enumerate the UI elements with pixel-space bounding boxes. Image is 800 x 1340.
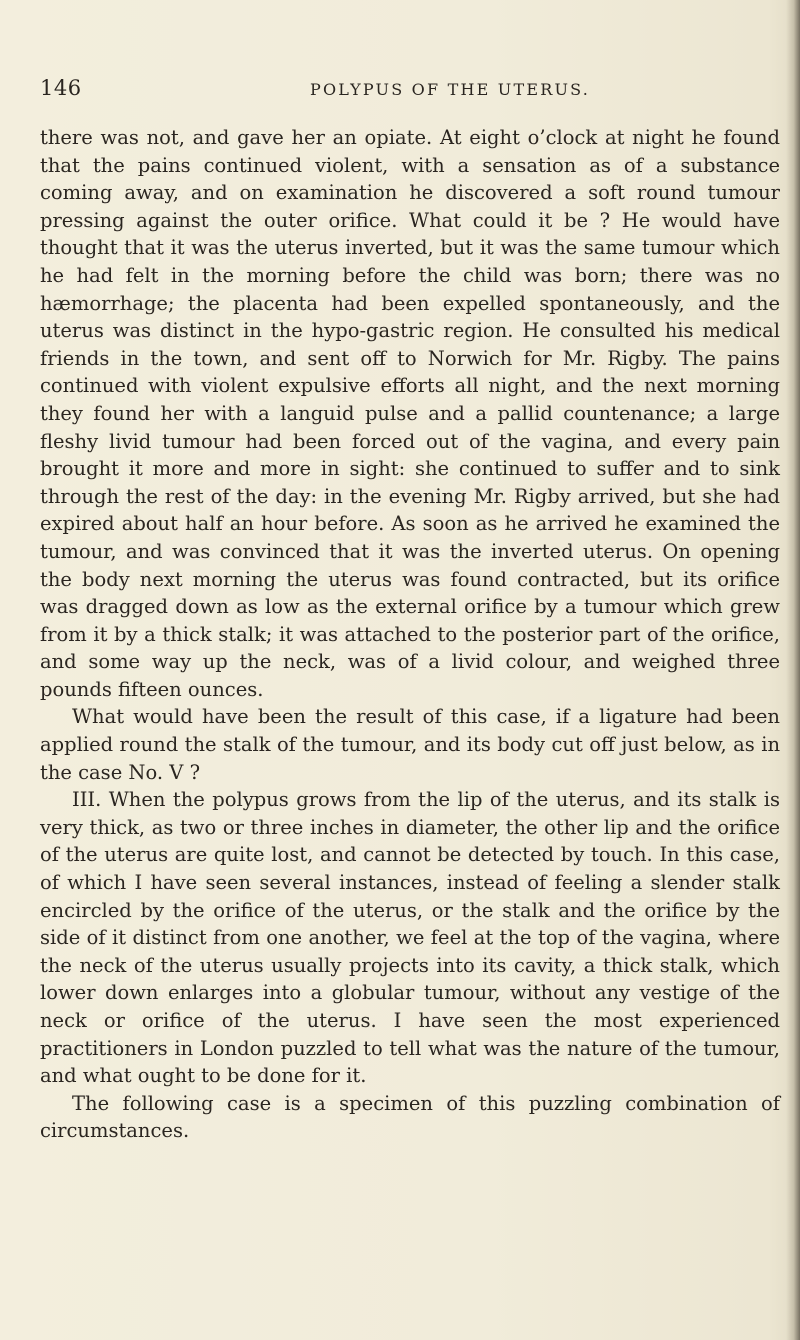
paragraph-section-iii: III. When the polypus grows from the lip of the uterus, and its stalk is very thick, as two or three inches in diameter, the other lip and the orifice of the uterus are quite lost, and cannot be detected by touch. In this case, of which I have seen several instances, instead of feeling a slender stalk encircled by the orifice of the uterus, or the stalk and the orifice by the side of it distinct from one another, we feel at the top of the vagina, where the neck of the uterus usually projects into its cavity, a thick stalk, which lower down enlarges into a globular tumour, without any vestige of the neck or orifice of the uterus. I have seen the most experienced practitioners in London puzzled to tell what was the nature of the tumour, and what ought to be done for it. xyxy=(40,788,780,1088)
paragraph-continuation: there was not, and gave her an opiate. At eight o’clock at night he found that the pains continued violent, with a sensation as of a substance coming away, and on examination he discovered a soft round tumour pressing against the outer orifice. What could it be ? He would have thought that it was the uterus inverted, but it was the same tumour which he had felt in the morning before the child was born; there was no hæmorrhage; the placenta had been expelled spontaneously, and the uterus was distinct in the hypo-gastric region. He consulted his medical friends in the town, and sent off to Norwich for Mr. Rigby. The pains continued with violent expulsive efforts all night, and the next morning they found her with a languid pulse and a pallid countenance; a large fleshy livid tumour had been forced out of the vagina, and every pain brought it more and more in sight: she continued to suffer and to sink through the rest of the day: in the evening Mr. Rigby arrived, but she had expired about half an hour before. As soon as he arrived he examined the tumour, and was convinced that it was the inverted uterus. On opening the body next morning the uterus was found contracted, but its orifice was dragged down as low as the external orifice by a tumour which grew from it by a thick stalk; it was attached to the posterior part of the orifice, and some way up the neck, was of a livid colour, and weighed three pounds fifteen ounces. xyxy=(40,126,780,701)
body-text xyxy=(40,124,780,1145)
running-head: POLYPUS OF THE UTERUS. xyxy=(310,80,591,99)
page-number: 146 xyxy=(40,76,82,100)
paragraph-following-case: The following case is a specimen of this puzzling combination of circumstances. xyxy=(40,1091,780,1143)
paragraph-question: What would have been the result of this case, if a ligature had been applied round the stalk of the tumour, and its body cut off just below, as in the case No. V ? xyxy=(40,705,780,784)
page-header xyxy=(40,76,780,106)
page-edge-shadow xyxy=(786,0,800,1340)
